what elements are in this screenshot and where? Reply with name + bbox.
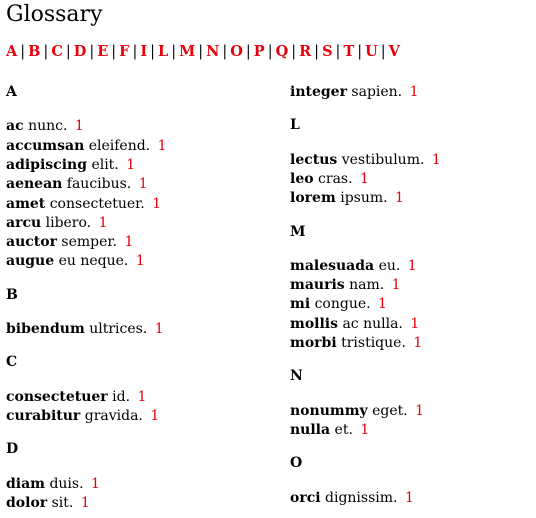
section-heading-d: D — [6, 441, 19, 458]
page-reference-link[interactable]: 1 — [395, 190, 404, 207]
section-heading-b: B — [6, 286, 18, 303]
glossary-entry — [6, 475, 100, 494]
glossary-entry — [290, 315, 419, 334]
letter-separator: | — [267, 44, 273, 60]
glossary-term: leo — [290, 170, 314, 187]
letter-link-b[interactable]: B — [28, 43, 41, 60]
letter-separator: | — [89, 44, 95, 60]
glossary-entry — [290, 334, 422, 353]
glossary-description: ipsum. — [340, 190, 388, 207]
letter-link-i[interactable]: I — [140, 43, 148, 60]
letter-separator: | — [222, 44, 228, 60]
glossary-term: consectetuer — [6, 388, 108, 405]
glossary-entry — [290, 402, 424, 421]
page-reference-link[interactable]: 1 — [137, 388, 147, 405]
glossary-description: ac nulla. — [342, 315, 403, 332]
section-heading-n: N — [290, 368, 303, 385]
letter-separator: | — [357, 44, 363, 60]
letter-separator: | — [171, 44, 177, 60]
letter-link-q[interactable]: Q — [275, 43, 289, 60]
letter-separator: | — [150, 44, 156, 60]
letter-separator: | — [291, 44, 297, 60]
glossary-description: eget. — [372, 402, 408, 419]
page-reference-link[interactable]: 1 — [91, 475, 100, 492]
glossary-description: dignissim. — [325, 489, 398, 506]
glossary-term: mauris — [290, 277, 345, 294]
page-reference-link[interactable]: 1 — [154, 321, 164, 337]
glossary-entry — [290, 170, 369, 189]
page-reference-link[interactable]: 1 — [80, 494, 90, 511]
letter-separator: | — [245, 44, 251, 60]
glossary-entry — [6, 117, 84, 136]
letter-separator: | — [335, 44, 341, 60]
page-reference-link[interactable]: 1 — [404, 489, 414, 506]
page-reference-link[interactable]: 1 — [410, 315, 420, 332]
letter-link-m[interactable]: M — [179, 43, 196, 60]
glossary-entry — [6, 233, 133, 252]
letter-link-p[interactable]: P — [253, 43, 265, 60]
letter-separator: | — [198, 44, 204, 60]
glossary-description: congue. — [314, 296, 371, 313]
glossary-entry — [290, 421, 369, 440]
page-reference-link[interactable]: 1 — [407, 257, 417, 274]
section-heading-o: O — [290, 455, 303, 472]
glossary-term: dolor — [6, 494, 48, 511]
glossary-term: malesuada — [290, 257, 375, 274]
letter-link-f[interactable]: F — [119, 43, 130, 60]
page-reference-link[interactable]: 1 — [360, 170, 369, 187]
glossary-entry — [6, 388, 146, 407]
glossary-description: tristique. — [341, 335, 406, 351]
glossary-term: amet — [6, 195, 46, 212]
glossary-entry — [6, 137, 167, 156]
glossary-term: bibendum — [6, 321, 85, 337]
glossary-entry — [290, 276, 401, 295]
glossary-term: mi — [290, 296, 311, 313]
page-reference-link[interactable]: 1 — [74, 118, 84, 135]
glossary-description: ultrices. — [89, 321, 148, 337]
glossary-term: nonummy — [290, 402, 368, 419]
letter-link-e[interactable]: E — [97, 43, 109, 60]
glossary-description: nam. — [349, 277, 385, 294]
letter-separator: | — [380, 44, 386, 60]
glossary-entry — [290, 489, 414, 508]
glossary-term: aenean — [6, 176, 63, 193]
page-reference-link[interactable]: 1 — [126, 156, 136, 173]
glossary-description: cras. — [318, 170, 353, 187]
letter-link-n[interactable]: N — [206, 43, 220, 60]
glossary-term: integer — [290, 84, 347, 100]
glossary-term: auctor — [6, 234, 57, 251]
glossary-description: eu. — [378, 257, 401, 274]
glossary-description: duis. — [49, 475, 84, 492]
page-reference-link[interactable]: 1 — [415, 402, 425, 419]
glossary-term: arcu — [6, 214, 42, 231]
page-reference-link[interactable]: 1 — [157, 137, 167, 154]
page-reference-link[interactable]: 1 — [360, 421, 370, 438]
letter-link-d[interactable]: D — [73, 43, 87, 60]
glossary-entry — [6, 195, 161, 214]
glossary-term: diam — [6, 475, 45, 492]
glossary-entry — [290, 83, 419, 102]
glossary-description: elit. — [91, 156, 119, 173]
glossary-term: ac — [6, 118, 24, 135]
letter-separator: | — [43, 44, 49, 60]
glossary-description: eleifend. — [88, 137, 151, 154]
section-heading-c: C — [6, 354, 18, 371]
letter-link-t[interactable]: T — [343, 43, 355, 60]
glossary-description: semper. — [61, 234, 118, 251]
glossary-entry — [6, 175, 148, 194]
glossary-term: lectus — [290, 151, 338, 168]
glossary-entry — [6, 156, 135, 175]
letter-link-l[interactable]: L — [158, 43, 169, 60]
letter-separator: | — [132, 44, 138, 60]
glossary-term: curabitur — [6, 407, 81, 424]
glossary-entry — [290, 151, 441, 170]
page-reference-link[interactable]: 1 — [150, 407, 160, 424]
glossary-description: consectetuer. — [49, 195, 145, 212]
page-title: Glossary — [6, 2, 103, 27]
glossary-entry — [6, 252, 145, 271]
glossary-term: morbi — [290, 335, 337, 351]
glossary-description: faucibus. — [66, 176, 132, 193]
glossary-description: sapien. — [351, 84, 403, 100]
glossary-entry — [290, 189, 404, 208]
glossary-term: nulla — [290, 421, 331, 438]
page-reference-link[interactable]: 1 — [124, 234, 134, 251]
glossary-description: id. — [112, 388, 131, 405]
letter-link-v[interactable]: V — [388, 43, 400, 60]
glossary-description: sit. — [51, 494, 74, 511]
letter-index-nav — [6, 42, 400, 62]
page-reference-link[interactable]: 1 — [391, 277, 401, 294]
page-reference-link[interactable]: 1 — [135, 253, 145, 270]
letter-separator: | — [65, 44, 71, 60]
glossary-term: adipiscing — [6, 156, 87, 173]
letter-separator: | — [314, 44, 320, 60]
glossary-description: vestibulum. — [341, 151, 425, 168]
letter-link-s[interactable]: S — [322, 43, 333, 60]
glossary-term: augue — [6, 253, 55, 270]
letter-link-o[interactable]: O — [230, 43, 243, 60]
letter-separator: | — [111, 44, 117, 60]
glossary-description: eu neque. — [58, 253, 129, 270]
letter-link-a[interactable]: A — [6, 43, 18, 60]
glossary-term: orci — [290, 489, 321, 506]
glossary-entry — [290, 257, 417, 276]
section-heading-m: M — [290, 223, 306, 240]
glossary-term: accumsan — [6, 137, 85, 154]
glossary-description: nunc. — [28, 118, 68, 135]
page-reference-link[interactable]: 1 — [138, 176, 148, 193]
section-heading-a: A — [6, 84, 17, 100]
page-reference-link[interactable]: 1 — [409, 84, 419, 100]
glossary-entry — [290, 295, 387, 314]
section-heading-l: L — [290, 117, 300, 134]
page-reference-link[interactable]: 1 — [378, 296, 387, 313]
glossary-entry — [6, 320, 164, 339]
glossary-entry — [6, 494, 90, 513]
letter-link-c[interactable]: C — [51, 43, 63, 60]
glossary-description: libero. — [45, 214, 92, 231]
glossary-description: gravida. — [84, 407, 143, 424]
page-reference-link[interactable]: 1 — [98, 214, 108, 231]
letter-separator: | — [20, 44, 26, 60]
page-reference-link[interactable]: 1 — [413, 335, 423, 351]
page-reference-link[interactable]: 1 — [431, 151, 441, 168]
letter-link-r[interactable]: R — [299, 43, 312, 60]
glossary-term: mollis — [290, 315, 338, 332]
glossary-entry — [6, 407, 159, 426]
glossary-description: et. — [334, 421, 353, 438]
page-reference-link[interactable]: 1 — [152, 195, 162, 212]
glossary-entry — [6, 214, 108, 233]
glossary-term: lorem — [290, 190, 336, 207]
letter-link-u[interactable]: U — [365, 43, 378, 60]
